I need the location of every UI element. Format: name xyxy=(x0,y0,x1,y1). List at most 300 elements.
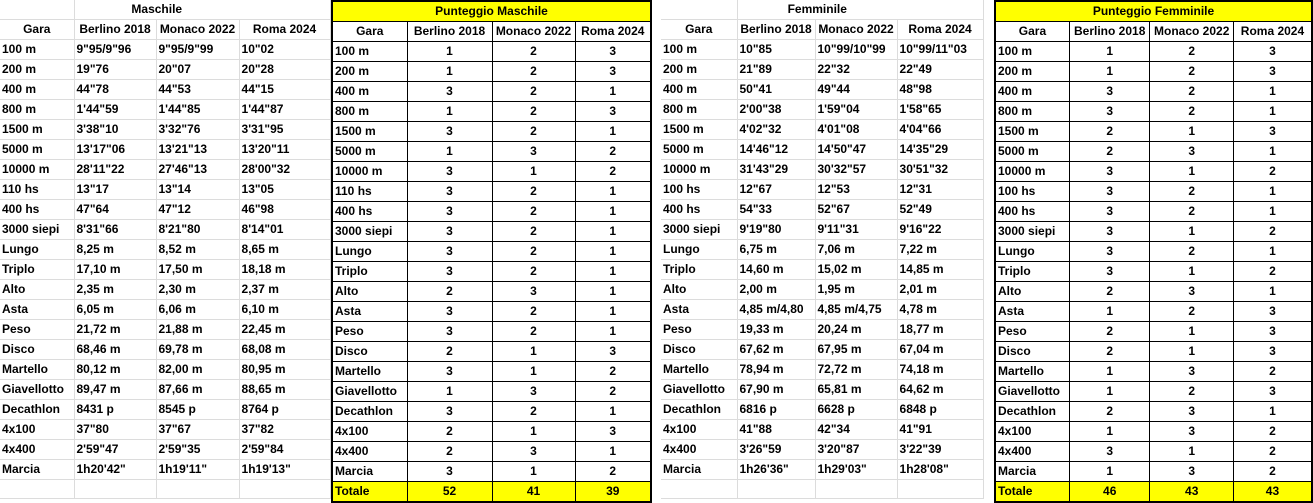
value-cell[interactable]: 1 xyxy=(492,162,575,182)
empty-cell[interactable] xyxy=(815,480,897,499)
event-cell[interactable]: Marcia xyxy=(0,460,74,480)
event-cell[interactable]: Giavellotto xyxy=(995,382,1069,402)
event-cell[interactable]: Triplo xyxy=(661,260,737,280)
value-cell[interactable]: 14,85 m xyxy=(897,260,983,280)
event-cell[interactable]: 800 m xyxy=(0,100,74,120)
event-cell[interactable]: 5000 m xyxy=(995,142,1069,162)
value-cell[interactable]: 1 xyxy=(575,262,651,282)
value-cell[interactable]: 3 xyxy=(1069,222,1149,242)
value-cell[interactable]: 3 xyxy=(1150,462,1234,482)
event-cell[interactable]: 5000 m xyxy=(0,140,74,160)
value-cell[interactable]: 2,35 m xyxy=(74,280,156,300)
value-cell[interactable]: 1 xyxy=(575,222,651,242)
empty-cell[interactable] xyxy=(239,480,330,499)
value-cell[interactable]: 52"67 xyxy=(815,200,897,220)
value-cell[interactable]: 4'04"66 xyxy=(897,120,983,140)
value-cell[interactable]: 9"95/9"99 xyxy=(156,40,239,60)
event-cell[interactable]: Marcia xyxy=(332,462,407,482)
value-cell[interactable]: 3 xyxy=(1150,422,1234,442)
value-cell[interactable]: 3 xyxy=(1233,322,1312,342)
value-cell[interactable]: 3'26"59 xyxy=(737,440,815,460)
value-cell[interactable]: 17,10 m xyxy=(74,260,156,280)
event-cell[interactable]: 1500 m xyxy=(0,120,74,140)
value-cell[interactable]: 2 xyxy=(492,402,575,422)
event-cell[interactable]: Martello xyxy=(332,362,407,382)
value-cell[interactable]: 8'14"01 xyxy=(239,220,330,240)
value-cell[interactable]: 2,37 m xyxy=(239,280,330,300)
value-cell[interactable]: 1 xyxy=(1069,62,1149,82)
total-value[interactable]: 46 xyxy=(1069,482,1149,503)
value-cell[interactable]: 2 xyxy=(1150,182,1234,202)
event-cell[interactable]: 4x400 xyxy=(995,442,1069,462)
event-cell[interactable]: Giavellotto xyxy=(332,382,407,402)
event-cell[interactable]: 100 hs xyxy=(661,180,737,200)
table-title[interactable]: Punteggio Femminile xyxy=(995,1,1312,22)
value-cell[interactable]: 3 xyxy=(1150,362,1234,382)
value-cell[interactable]: 9"95/9"96 xyxy=(74,40,156,60)
event-cell[interactable]: Alto xyxy=(995,282,1069,302)
value-cell[interactable]: 65,81 m xyxy=(815,380,897,400)
event-cell[interactable]: Peso xyxy=(0,320,74,340)
value-cell[interactable]: 49"44 xyxy=(815,80,897,100)
value-cell[interactable]: 3 xyxy=(575,102,651,122)
value-cell[interactable]: 13'20"11 xyxy=(239,140,330,160)
event-cell[interactable]: Triplo xyxy=(0,260,74,280)
value-cell[interactable]: 3 xyxy=(492,442,575,462)
value-cell[interactable]: 3 xyxy=(407,242,492,262)
value-cell[interactable]: 2 xyxy=(1069,322,1149,342)
value-cell[interactable]: 2 xyxy=(1150,42,1234,62)
event-cell[interactable]: 800 m xyxy=(661,100,737,120)
event-cell[interactable]: 400 m xyxy=(0,80,74,100)
event-cell[interactable]: Asta xyxy=(332,302,407,322)
value-cell[interactable]: 13"05 xyxy=(239,180,330,200)
event-cell[interactable]: Peso xyxy=(995,322,1069,342)
value-cell[interactable]: 2 xyxy=(492,202,575,222)
value-cell[interactable]: 20,24 m xyxy=(815,320,897,340)
value-cell[interactable]: 2 xyxy=(575,162,651,182)
value-cell[interactable]: 13'21"13 xyxy=(156,140,239,160)
value-cell[interactable]: 2 xyxy=(1150,82,1234,102)
value-cell[interactable]: 8'31"66 xyxy=(74,220,156,240)
event-cell[interactable]: 400 m xyxy=(661,80,737,100)
event-cell[interactable]: 110 hs xyxy=(332,182,407,202)
value-cell[interactable]: 2 xyxy=(1069,282,1149,302)
event-cell[interactable]: Marcia xyxy=(661,460,737,480)
value-cell[interactable]: 3 xyxy=(1069,102,1149,122)
empty-cell[interactable] xyxy=(0,480,74,499)
value-cell[interactable]: 1 xyxy=(1233,82,1312,102)
value-cell[interactable]: 3 xyxy=(1233,122,1312,142)
value-cell[interactable]: 3 xyxy=(1233,42,1312,62)
event-cell[interactable]: Asta xyxy=(0,300,74,320)
total-label[interactable]: Totale xyxy=(995,482,1069,503)
value-cell[interactable]: 4'01"08 xyxy=(815,120,897,140)
value-cell[interactable]: 3 xyxy=(407,302,492,322)
value-cell[interactable]: 8764 p xyxy=(239,400,330,420)
event-cell[interactable]: 100 hs xyxy=(995,182,1069,202)
event-cell[interactable]: Peso xyxy=(332,322,407,342)
value-cell[interactable]: 6,05 m xyxy=(74,300,156,320)
value-cell[interactable]: 21"89 xyxy=(737,60,815,80)
event-cell[interactable]: Marcia xyxy=(995,462,1069,482)
value-cell[interactable]: 2 xyxy=(1150,202,1234,222)
event-cell[interactable]: 400 hs xyxy=(0,200,74,220)
event-cell[interactable]: 100 m xyxy=(661,40,737,60)
value-cell[interactable]: 2 xyxy=(407,342,492,362)
event-cell[interactable]: 200 m xyxy=(0,60,74,80)
value-cell[interactable]: 1 xyxy=(1233,142,1312,162)
value-cell[interactable]: 1h26'36" xyxy=(737,460,815,480)
value-cell[interactable]: 13"17 xyxy=(74,180,156,200)
value-cell[interactable]: 14,60 m xyxy=(737,260,815,280)
value-cell[interactable]: 3 xyxy=(1069,182,1149,202)
value-cell[interactable]: 1 xyxy=(1069,422,1149,442)
event-cell[interactable]: 4x100 xyxy=(0,420,74,440)
value-cell[interactable]: 2 xyxy=(492,182,575,202)
value-cell[interactable]: 67,95 m xyxy=(815,340,897,360)
value-cell[interactable]: 2 xyxy=(1150,62,1234,82)
value-cell[interactable]: 2'59"84 xyxy=(239,440,330,460)
value-cell[interactable]: 22"49 xyxy=(897,60,983,80)
value-cell[interactable]: 28'00"32 xyxy=(239,160,330,180)
value-cell[interactable]: 19,33 m xyxy=(737,320,815,340)
value-cell[interactable]: 3'22"39 xyxy=(897,440,983,460)
column-header[interactable]: Monaco 2022 xyxy=(815,20,897,40)
value-cell[interactable]: 17,50 m xyxy=(156,260,239,280)
total-value[interactable]: 43 xyxy=(1150,482,1234,503)
value-cell[interactable]: 19"76 xyxy=(74,60,156,80)
event-cell[interactable]: 200 m xyxy=(995,62,1069,82)
column-header[interactable]: Roma 2024 xyxy=(897,20,983,40)
event-cell[interactable]: 1500 m xyxy=(995,122,1069,142)
empty-cell[interactable] xyxy=(737,480,815,499)
value-cell[interactable]: 1 xyxy=(575,202,651,222)
value-cell[interactable]: 3 xyxy=(1150,282,1234,302)
event-cell[interactable]: 1500 m xyxy=(661,120,737,140)
value-cell[interactable]: 2 xyxy=(1233,422,1312,442)
event-cell[interactable]: 10000 m xyxy=(995,162,1069,182)
value-cell[interactable]: 1 xyxy=(1233,202,1312,222)
value-cell[interactable]: 44"53 xyxy=(156,80,239,100)
value-cell[interactable]: 8545 p xyxy=(156,400,239,420)
event-cell[interactable]: 4x100 xyxy=(332,422,407,442)
value-cell[interactable]: 3'32"76 xyxy=(156,120,239,140)
value-cell[interactable]: 3'20"87 xyxy=(815,440,897,460)
value-cell[interactable]: 13"14 xyxy=(156,180,239,200)
value-cell[interactable]: 2 xyxy=(1069,402,1149,422)
event-cell[interactable]: Disco xyxy=(661,340,737,360)
value-cell[interactable]: 1 xyxy=(575,322,651,342)
value-cell[interactable]: 64,62 m xyxy=(897,380,983,400)
event-cell[interactable]: 10000 m xyxy=(332,162,407,182)
value-cell[interactable]: 37"82 xyxy=(239,420,330,440)
event-cell[interactable]: 400 hs xyxy=(332,202,407,222)
value-cell[interactable]: 6,06 m xyxy=(156,300,239,320)
value-cell[interactable]: 1 xyxy=(1233,282,1312,302)
value-cell[interactable]: 2 xyxy=(492,262,575,282)
event-cell[interactable]: 800 m xyxy=(332,102,407,122)
value-cell[interactable]: 9'11"31 xyxy=(815,220,897,240)
value-cell[interactable]: 10"99/11"03 xyxy=(897,40,983,60)
event-cell[interactable]: Asta xyxy=(995,302,1069,322)
event-cell[interactable]: 4x400 xyxy=(661,440,737,460)
value-cell[interactable]: 1 xyxy=(1150,342,1234,362)
value-cell[interactable]: 2 xyxy=(492,102,575,122)
value-cell[interactable]: 1h29'03" xyxy=(815,460,897,480)
column-header[interactable]: Gara xyxy=(661,20,737,40)
event-cell[interactable]: Martello xyxy=(661,360,737,380)
value-cell[interactable]: 3 xyxy=(407,122,492,142)
value-cell[interactable]: 2 xyxy=(492,222,575,242)
event-cell[interactable]: Disco xyxy=(0,340,74,360)
event-cell[interactable]: Lungo xyxy=(995,242,1069,262)
value-cell[interactable]: 12"53 xyxy=(815,180,897,200)
value-cell[interactable]: 1 xyxy=(575,282,651,302)
value-cell[interactable]: 3 xyxy=(1069,262,1149,282)
value-cell[interactable]: 22"32 xyxy=(815,60,897,80)
value-cell[interactable]: 54"33 xyxy=(737,200,815,220)
value-cell[interactable]: 1 xyxy=(1150,322,1234,342)
event-cell[interactable]: 4x400 xyxy=(0,440,74,460)
empty-cell[interactable] xyxy=(661,480,737,499)
column-header[interactable]: Monaco 2022 xyxy=(492,22,575,42)
value-cell[interactable]: 3 xyxy=(575,62,651,82)
value-cell[interactable]: 41"91 xyxy=(897,420,983,440)
value-cell[interactable]: 20"28 xyxy=(239,60,330,80)
value-cell[interactable]: 2 xyxy=(575,142,651,162)
event-cell[interactable]: Disco xyxy=(332,342,407,362)
event-cell[interactable]: 4x400 xyxy=(332,442,407,462)
value-cell[interactable]: 67,90 m xyxy=(737,380,815,400)
value-cell[interactable]: 67,62 m xyxy=(737,340,815,360)
table-title[interactable]: Femminile xyxy=(737,0,897,20)
value-cell[interactable]: 3 xyxy=(1069,202,1149,222)
value-cell[interactable]: 8431 p xyxy=(74,400,156,420)
value-cell[interactable]: 78,94 m xyxy=(737,360,815,380)
event-cell[interactable]: Martello xyxy=(995,362,1069,382)
value-cell[interactable]: 3 xyxy=(492,142,575,162)
value-cell[interactable]: 2 xyxy=(575,382,651,402)
event-cell[interactable]: 10000 m xyxy=(661,160,737,180)
total-label[interactable]: Totale xyxy=(332,482,407,503)
event-cell[interactable]: Decathlon xyxy=(332,402,407,422)
event-cell[interactable]: 800 m xyxy=(995,102,1069,122)
event-cell[interactable]: 3000 siepi xyxy=(0,220,74,240)
value-cell[interactable]: 37"67 xyxy=(156,420,239,440)
value-cell[interactable]: 8'21"80 xyxy=(156,220,239,240)
event-cell[interactable]: Triplo xyxy=(995,262,1069,282)
value-cell[interactable]: 52"49 xyxy=(897,200,983,220)
value-cell[interactable]: 21,88 m xyxy=(156,320,239,340)
column-header[interactable]: Berlino 2018 xyxy=(737,20,815,40)
value-cell[interactable]: 2,01 m xyxy=(897,280,983,300)
value-cell[interactable]: 68,08 m xyxy=(239,340,330,360)
value-cell[interactable]: 8,25 m xyxy=(74,240,156,260)
value-cell[interactable]: 1'59"04 xyxy=(815,100,897,120)
value-cell[interactable]: 3 xyxy=(407,462,492,482)
value-cell[interactable]: 14'35"29 xyxy=(897,140,983,160)
value-cell[interactable]: 80,95 m xyxy=(239,360,330,380)
value-cell[interactable]: 1'44"59 xyxy=(74,100,156,120)
value-cell[interactable]: 6628 p xyxy=(815,400,897,420)
value-cell[interactable]: 1'58"65 xyxy=(897,100,983,120)
empty-cell[interactable] xyxy=(897,0,983,20)
value-cell[interactable]: 3 xyxy=(407,222,492,242)
value-cell[interactable]: 1 xyxy=(1150,262,1234,282)
event-cell[interactable]: 10000 m xyxy=(0,160,74,180)
value-cell[interactable]: 1 xyxy=(575,442,651,462)
value-cell[interactable]: 37"80 xyxy=(74,420,156,440)
value-cell[interactable]: 6,75 m xyxy=(737,240,815,260)
event-cell[interactable]: 3000 siepi xyxy=(661,220,737,240)
value-cell[interactable]: 2 xyxy=(1233,262,1312,282)
value-cell[interactable]: 3 xyxy=(1069,162,1149,182)
value-cell[interactable]: 27'46"13 xyxy=(156,160,239,180)
value-cell[interactable]: 20"07 xyxy=(156,60,239,80)
value-cell[interactable]: 2'59"35 xyxy=(156,440,239,460)
value-cell[interactable]: 42"34 xyxy=(815,420,897,440)
value-cell[interactable]: 18,77 m xyxy=(897,320,983,340)
value-cell[interactable]: 2 xyxy=(1233,162,1312,182)
event-cell[interactable]: 3000 siepi xyxy=(995,222,1069,242)
value-cell[interactable]: 1h19'13" xyxy=(239,460,330,480)
value-cell[interactable]: 22,45 m xyxy=(239,320,330,340)
value-cell[interactable]: 2'59"47 xyxy=(74,440,156,460)
column-header[interactable]: Roma 2024 xyxy=(239,20,330,40)
value-cell[interactable]: 3'38"10 xyxy=(74,120,156,140)
empty-cell[interactable] xyxy=(661,0,737,20)
value-cell[interactable]: 48"98 xyxy=(897,80,983,100)
value-cell[interactable]: 1'44"87 xyxy=(239,100,330,120)
value-cell[interactable]: 1 xyxy=(407,42,492,62)
value-cell[interactable]: 1 xyxy=(1233,102,1312,122)
value-cell[interactable]: 2 xyxy=(1069,142,1149,162)
value-cell[interactable]: 4'02"32 xyxy=(737,120,815,140)
value-cell[interactable]: 2 xyxy=(1150,242,1234,262)
value-cell[interactable]: 1 xyxy=(575,402,651,422)
value-cell[interactable]: 3 xyxy=(1233,62,1312,82)
empty-cell[interactable] xyxy=(239,0,330,20)
value-cell[interactable]: 3 xyxy=(407,322,492,342)
value-cell[interactable]: 1 xyxy=(1069,302,1149,322)
value-cell[interactable]: 31'43"29 xyxy=(737,160,815,180)
value-cell[interactable]: 2 xyxy=(407,442,492,462)
value-cell[interactable]: 1 xyxy=(492,462,575,482)
value-cell[interactable]: 3 xyxy=(1069,82,1149,102)
value-cell[interactable]: 10"02 xyxy=(239,40,330,60)
event-cell[interactable]: Alto xyxy=(661,280,737,300)
value-cell[interactable]: 1'44"85 xyxy=(156,100,239,120)
value-cell[interactable]: 88,65 m xyxy=(239,380,330,400)
value-cell[interactable]: 1h28'08" xyxy=(897,460,983,480)
value-cell[interactable]: 3 xyxy=(1069,442,1149,462)
value-cell[interactable]: 2 xyxy=(1150,302,1234,322)
value-cell[interactable]: 2,00 m xyxy=(737,280,815,300)
value-cell[interactable]: 7,06 m xyxy=(815,240,897,260)
event-cell[interactable]: 400 hs xyxy=(995,202,1069,222)
event-cell[interactable]: 100 m xyxy=(332,42,407,62)
column-header[interactable]: Roma 2024 xyxy=(575,22,651,42)
value-cell[interactable]: 2 xyxy=(492,242,575,262)
value-cell[interactable]: 1 xyxy=(1069,462,1149,482)
value-cell[interactable]: 1 xyxy=(1233,242,1312,262)
value-cell[interactable]: 74,18 m xyxy=(897,360,983,380)
value-cell[interactable]: 1 xyxy=(1069,362,1149,382)
value-cell[interactable]: 18,18 m xyxy=(239,260,330,280)
event-cell[interactable]: Decathlon xyxy=(0,400,74,420)
table-title[interactable]: Punteggio Maschile xyxy=(332,1,651,22)
value-cell[interactable]: 1 xyxy=(492,342,575,362)
value-cell[interactable]: 1 xyxy=(407,102,492,122)
column-header[interactable]: Roma 2024 xyxy=(1233,22,1312,42)
value-cell[interactable]: 3 xyxy=(407,362,492,382)
value-cell[interactable]: 6848 p xyxy=(897,400,983,420)
value-cell[interactable]: 1 xyxy=(1233,402,1312,422)
value-cell[interactable]: 3 xyxy=(407,262,492,282)
event-cell[interactable]: 200 m xyxy=(332,62,407,82)
value-cell[interactable]: 7,22 m xyxy=(897,240,983,260)
empty-cell[interactable] xyxy=(156,480,239,499)
value-cell[interactable]: 30'51"32 xyxy=(897,160,983,180)
value-cell[interactable]: 6,10 m xyxy=(239,300,330,320)
value-cell[interactable]: 1 xyxy=(492,362,575,382)
event-cell[interactable]: Giavellotto xyxy=(0,380,74,400)
event-cell[interactable]: Disco xyxy=(995,342,1069,362)
total-value[interactable]: 41 xyxy=(492,482,575,503)
empty-cell[interactable] xyxy=(0,0,74,20)
event-cell[interactable]: 3000 siepi xyxy=(332,222,407,242)
value-cell[interactable]: 1 xyxy=(575,82,651,102)
event-cell[interactable]: Asta xyxy=(661,300,737,320)
event-cell[interactable]: 400 hs xyxy=(661,200,737,220)
value-cell[interactable]: 3'31"95 xyxy=(239,120,330,140)
value-cell[interactable]: 41"88 xyxy=(737,420,815,440)
event-cell[interactable]: Decathlon xyxy=(661,400,737,420)
value-cell[interactable]: 1 xyxy=(1150,222,1234,242)
value-cell[interactable]: 3 xyxy=(407,162,492,182)
value-cell[interactable]: 2 xyxy=(1233,462,1312,482)
value-cell[interactable]: 3 xyxy=(1233,342,1312,362)
value-cell[interactable]: 68,46 m xyxy=(74,340,156,360)
value-cell[interactable]: 4,78 m xyxy=(897,300,983,320)
value-cell[interactable]: 8,52 m xyxy=(156,240,239,260)
event-cell[interactable]: 110 hs xyxy=(0,180,74,200)
value-cell[interactable]: 2 xyxy=(492,82,575,102)
event-cell[interactable]: 400 m xyxy=(332,82,407,102)
value-cell[interactable]: 2 xyxy=(575,462,651,482)
event-cell[interactable]: Alto xyxy=(332,282,407,302)
event-cell[interactable]: Lungo xyxy=(661,240,737,260)
value-cell[interactable]: 67,04 m xyxy=(897,340,983,360)
value-cell[interactable]: 1h20'42" xyxy=(74,460,156,480)
value-cell[interactable]: 3 xyxy=(1069,242,1149,262)
value-cell[interactable]: 2 xyxy=(1150,102,1234,122)
value-cell[interactable]: 1h19'11" xyxy=(156,460,239,480)
value-cell[interactable]: 9'19"80 xyxy=(737,220,815,240)
value-cell[interactable]: 3 xyxy=(407,182,492,202)
value-cell[interactable]: 44"78 xyxy=(74,80,156,100)
event-cell[interactable]: Lungo xyxy=(0,240,74,260)
value-cell[interactable]: 2 xyxy=(1069,122,1149,142)
event-cell[interactable]: 4x100 xyxy=(995,422,1069,442)
value-cell[interactable]: 3 xyxy=(407,202,492,222)
event-cell[interactable]: Decathlon xyxy=(995,402,1069,422)
value-cell[interactable]: 44"15 xyxy=(239,80,330,100)
column-header[interactable]: Gara xyxy=(995,22,1069,42)
value-cell[interactable]: 82,00 m xyxy=(156,360,239,380)
value-cell[interactable]: 21,72 m xyxy=(74,320,156,340)
